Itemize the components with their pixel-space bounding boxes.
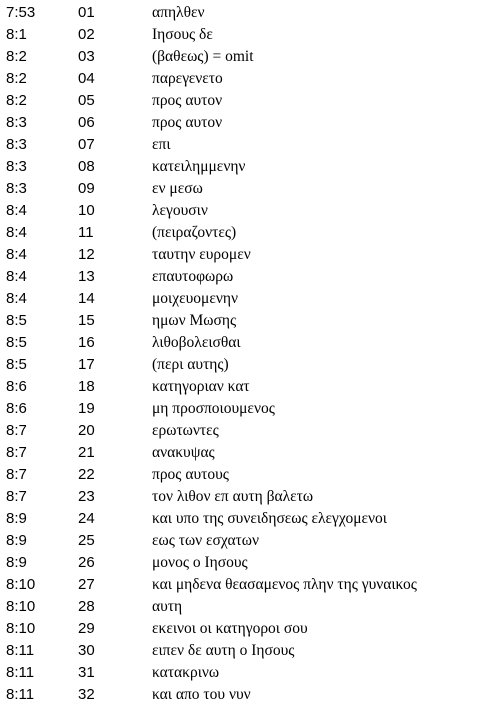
variant-text: ταυτην ευρομεν <box>152 246 251 263</box>
verse-reference: 8:2 <box>6 70 27 87</box>
verse-reference: 8:3 <box>6 114 27 131</box>
table-row <box>0 332 496 354</box>
variant-number: 12 <box>78 246 95 263</box>
verse-reference: 8:9 <box>6 532 27 549</box>
variant-number: 18 <box>78 378 95 395</box>
variant-number: 31 <box>78 664 95 681</box>
variant-number: 16 <box>78 334 95 351</box>
verse-reference: 8:3 <box>6 180 27 197</box>
variant-text: (βαθεως) = omit <box>152 48 254 65</box>
verse-reference: 7:53 <box>6 4 36 21</box>
table-row <box>0 68 496 90</box>
verse-reference: 8:5 <box>6 334 27 351</box>
table-row <box>0 244 496 266</box>
table-row <box>0 640 496 662</box>
variant-text: ειπεν δε αυτη ο Ιησους <box>152 642 295 659</box>
variant-text: (περι αυτης) <box>152 356 229 373</box>
table-row <box>0 288 496 310</box>
variant-text: κατειλημμενην <box>152 158 246 175</box>
table-row <box>0 2 496 24</box>
table-row <box>0 376 496 398</box>
variant-number: 30 <box>78 642 95 659</box>
variant-number: 03 <box>78 48 95 65</box>
verse-reference: 8:4 <box>6 268 27 285</box>
verse-reference: 8:7 <box>6 444 27 461</box>
verse-reference: 8:5 <box>6 312 27 329</box>
verse-reference: 8:9 <box>6 554 27 571</box>
variant-number: 10 <box>78 202 95 219</box>
variant-text: μονος ο Ιησους <box>152 554 248 571</box>
variant-text: επαυτοφωρω <box>152 268 234 285</box>
variant-number: 23 <box>78 488 95 505</box>
variant-number: 15 <box>78 312 95 329</box>
variant-number: 17 <box>78 356 95 373</box>
table-row <box>0 354 496 376</box>
table-row <box>0 552 496 574</box>
table-row <box>0 420 496 442</box>
variant-text: μοιχευομενην <box>152 290 238 307</box>
variant-text: και υπο της συνειδησεως ελεγχομενοι <box>152 510 387 527</box>
verse-reference: 8:9 <box>6 510 27 527</box>
verse-reference: 8:10 <box>6 598 36 615</box>
variant-number: 01 <box>78 4 95 21</box>
table-row <box>0 618 496 640</box>
variant-number: 04 <box>78 70 95 87</box>
variant-number: 13 <box>78 268 95 285</box>
variant-text: ανακυψας <box>152 444 215 461</box>
variant-text: προς αυτον <box>152 92 223 109</box>
table-row <box>0 684 496 706</box>
variant-text: Ιησους δε <box>152 26 213 43</box>
verse-reference: 8:4 <box>6 246 27 263</box>
table-row <box>0 178 496 200</box>
table-row <box>0 486 496 508</box>
table-row <box>0 574 496 596</box>
variant-number: 28 <box>78 598 95 615</box>
variant-number: 32 <box>78 686 95 703</box>
variant-number: 22 <box>78 466 95 483</box>
verse-reference: 8:10 <box>6 620 36 637</box>
variant-number: 08 <box>78 158 95 175</box>
table-row <box>0 156 496 178</box>
variant-text: ημων Μωσης <box>152 312 237 329</box>
table-row <box>0 310 496 332</box>
variant-number: 27 <box>78 576 95 593</box>
table-row <box>0 134 496 156</box>
verse-reference: 8:4 <box>6 202 27 219</box>
table-row <box>0 596 496 618</box>
variant-text: εν μεσω <box>152 180 203 197</box>
verse-reference: 8:11 <box>6 686 35 703</box>
variant-text: (πειραζοντες) <box>152 224 237 241</box>
variant-text: παρεγενετο <box>152 70 223 87</box>
table-row <box>0 24 496 46</box>
variant-text: εκεινοι οι κατηγοροι σου <box>152 620 308 637</box>
variant-number: 26 <box>78 554 95 571</box>
verse-reference: 8:11 <box>6 642 35 659</box>
verse-reference: 8:11 <box>6 664 35 681</box>
verse-reference: 8:7 <box>6 422 27 439</box>
variant-number: 07 <box>78 136 95 153</box>
variant-text: απηλθεν <box>152 4 205 21</box>
verse-reference: 8:3 <box>6 158 27 175</box>
variant-text: κατηγοριαν κατ <box>152 378 250 395</box>
variant-number: 02 <box>78 26 95 43</box>
verse-reference: 8:2 <box>6 92 27 109</box>
variant-text: προς αυτους <box>152 466 229 483</box>
variant-number: 29 <box>78 620 95 637</box>
variant-number: 14 <box>78 290 95 307</box>
variant-text: ερωτωντες <box>152 422 219 439</box>
table-row <box>0 508 496 530</box>
variant-text: και απο του νυν <box>152 686 251 703</box>
variant-text: και μηδενα θεασαμενος πλην της γυναικος <box>152 576 417 593</box>
table-row <box>0 530 496 552</box>
table-row <box>0 266 496 288</box>
table-row <box>0 46 496 68</box>
variant-number: 06 <box>78 114 95 131</box>
verse-reference: 8:10 <box>6 576 36 593</box>
verse-reference: 8:1 <box>6 26 27 43</box>
table-row <box>0 222 496 244</box>
variant-text: κατακρινω <box>152 664 220 681</box>
table-row <box>0 200 496 222</box>
table-row <box>0 112 496 134</box>
variant-number: 19 <box>78 400 95 417</box>
verse-reference: 8:6 <box>6 378 27 395</box>
verse-reference: 8:5 <box>6 356 27 373</box>
verse-reference: 8:3 <box>6 136 27 153</box>
variant-table <box>0 2 496 706</box>
verse-reference: 8:6 <box>6 400 27 417</box>
variant-number: 11 <box>78 224 94 241</box>
variant-text: επι <box>152 136 171 153</box>
variant-text: εως των εσχατων <box>152 532 260 549</box>
table-row <box>0 90 496 112</box>
variant-number: 05 <box>78 92 95 109</box>
table-row <box>0 464 496 486</box>
verse-reference: 8:4 <box>6 290 27 307</box>
variant-text: αυτη <box>152 598 183 615</box>
table-row <box>0 398 496 420</box>
variant-text: μη προσποιουμενος <box>152 400 275 417</box>
variant-text: λιθοβολεισθαι <box>152 334 241 351</box>
variant-number: 21 <box>78 444 95 461</box>
variant-number: 20 <box>78 422 95 439</box>
variant-text: προς αυτον <box>152 114 223 131</box>
verse-reference: 8:4 <box>6 224 27 241</box>
variant-text: τον λιθον επ αυτη βαλετω <box>152 488 314 505</box>
variant-number: 09 <box>78 180 95 197</box>
verse-reference: 8:7 <box>6 488 27 505</box>
verse-reference: 8:7 <box>6 466 27 483</box>
variant-text: λεγουσιν <box>152 202 208 219</box>
variant-number: 24 <box>78 510 95 527</box>
table-row <box>0 442 496 464</box>
verse-reference: 8:2 <box>6 48 27 65</box>
table-row <box>0 662 496 684</box>
variant-number: 25 <box>78 532 95 549</box>
